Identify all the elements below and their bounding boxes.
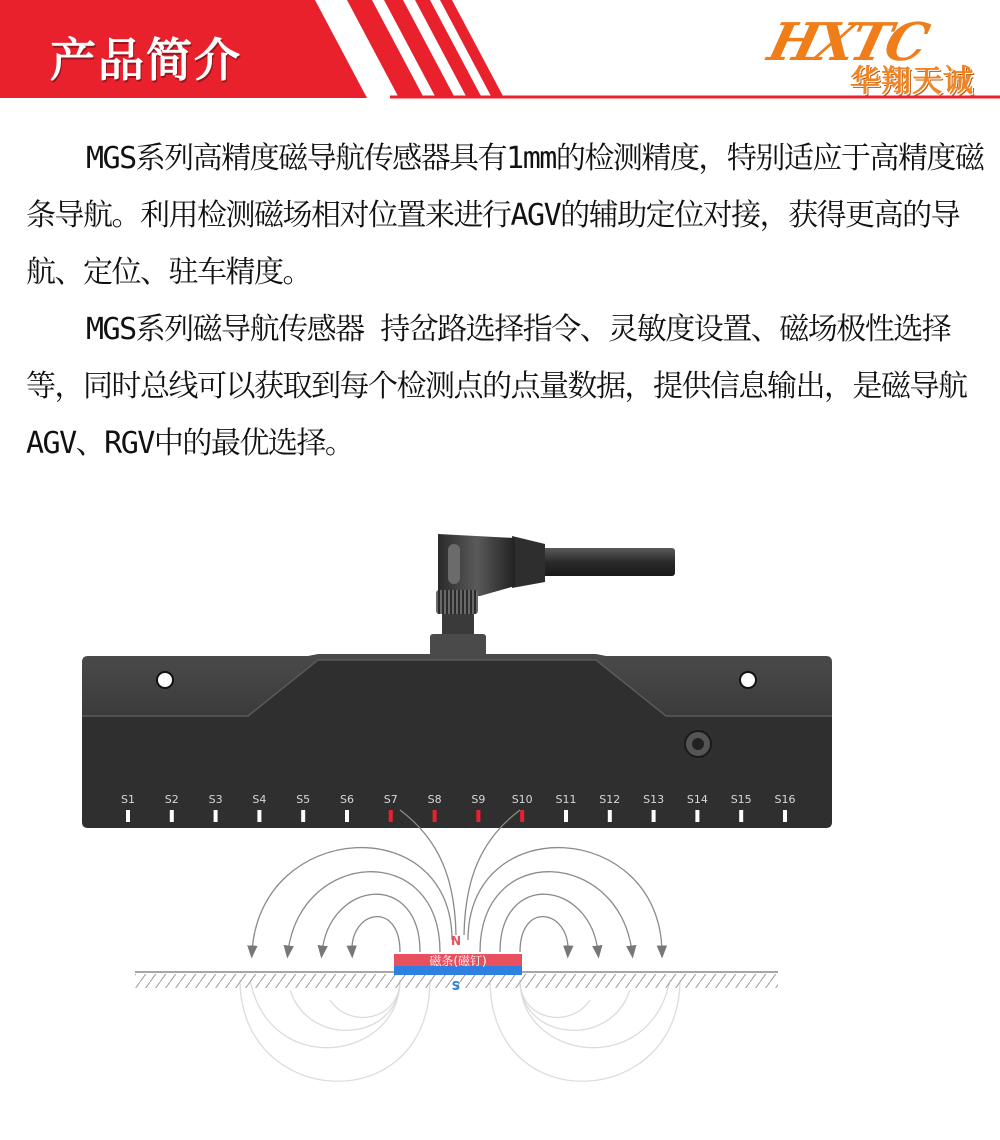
sensor-label: S9 (471, 793, 486, 806)
sensor-indicator (739, 810, 743, 822)
sensor-diagram (0, 520, 1000, 1120)
sensor-body (82, 654, 832, 828)
sensor-label: S14 (686, 793, 708, 806)
sensor-label: S15 (730, 793, 752, 806)
sensor-indicator (652, 810, 656, 822)
mounting-hole-left (157, 672, 173, 688)
sensor-indicator-active (520, 810, 524, 822)
product-intro (26, 130, 986, 472)
sensor-label: S16 (774, 793, 796, 806)
south-pole-label: S (451, 979, 461, 993)
sensor-indicator (608, 810, 612, 822)
brand-logo (762, 12, 995, 99)
north-pole-label: N (450, 934, 462, 948)
header-banner (0, 0, 1000, 100)
sensor-illustration (0, 520, 1000, 1120)
sensor-indicator (170, 810, 174, 822)
sensor-indicator (301, 810, 305, 822)
sensor-indicator (126, 810, 130, 822)
sensor-label: S5 (296, 793, 311, 806)
page-title: 产品简介 (50, 33, 242, 87)
intro-paragraph-1: MGS系列高精度磁导航传感器具有1mm的检测精度，特别适应于高精度磁条导航。利用检测磁场相对位置来进行AGV的辅助定位对接，获得更高的导航、定位、驻车精度。 (26, 141, 984, 290)
sensor-indicator-active (476, 810, 480, 822)
sensor-indicator (783, 810, 787, 822)
sensor-indicator (257, 810, 261, 822)
sensor-indicator (695, 810, 699, 822)
cable (512, 536, 675, 588)
intro-paragraph-2: MGS系列磁导航传感器 持岔路选择指令、灵敏度设置、磁场极性选择等，同时总线可以获取到每个检测点的点量数据，提供信息输出，是磁导航AGV、RGV中的最优选择。 (26, 312, 967, 461)
cable-connector (430, 534, 515, 656)
sensor-label: S12 (599, 793, 621, 806)
sensor-label: S11 (555, 793, 577, 806)
sensor-label: S3 (208, 793, 223, 806)
sensor-label: S7 (383, 793, 398, 806)
strip-label: 磁条(磁钉) (429, 954, 487, 968)
sensor-label: S8 (427, 793, 442, 806)
sensor-label: S6 (340, 793, 354, 806)
sensor-indicator-active (389, 810, 393, 822)
sensor-label: S4 (252, 793, 267, 806)
sensor-indicator (564, 810, 568, 822)
sensor-label: S10 (511, 793, 533, 806)
sensor-label: S1 (121, 793, 135, 806)
sensor-indicator-active (433, 810, 437, 822)
logo-company-name: 华翔天诚 (850, 64, 974, 99)
sensor-label: S13 (643, 793, 665, 806)
mounting-hole-right (740, 672, 756, 688)
logo-script-mark: HXTC (762, 12, 932, 73)
sensor-indicator (214, 810, 218, 822)
sensor-label: S2 (164, 793, 179, 806)
sensor-indicator (345, 810, 349, 822)
